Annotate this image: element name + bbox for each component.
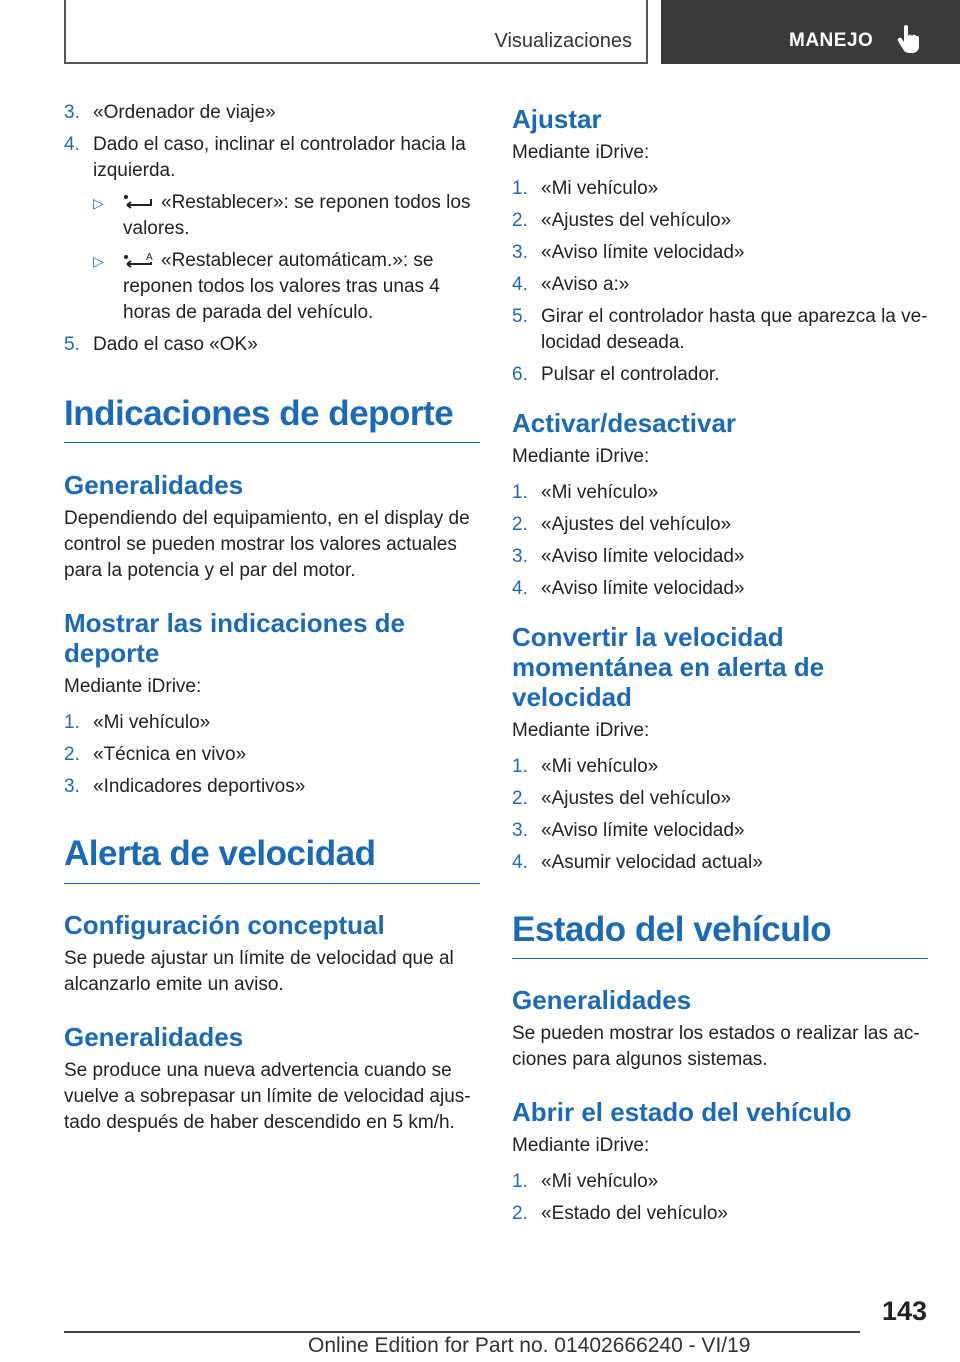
paragraph-general: Se pueden mostrar los estados o realizar las acciones para algunos sistemas. bbox=[512, 1023, 920, 1071]
reset-icon bbox=[123, 194, 155, 212]
svg-text:A: A bbox=[146, 251, 153, 263]
paragraph-idrive: Mediante iDrive: bbox=[512, 446, 650, 467]
list-item: 3. «Aviso límite velocidad» bbox=[512, 546, 745, 567]
heading-concept: Configuración conceptual bbox=[64, 909, 385, 940]
list-item: 3. «Aviso límite velocidad» bbox=[512, 820, 745, 841]
list-item: 2. «Estado del vehículo» bbox=[512, 1203, 728, 1225]
heading-toggle: Activar/desactivar bbox=[512, 408, 737, 438]
paragraph-concept: Se puede ajustar un límite de velocidad que al alcanzarlo emite un aviso. bbox=[64, 947, 454, 995]
paragraph-idrive: Mediante iDrive: bbox=[64, 676, 202, 698]
heading-convert-speed: Convertir la velocidad momentánea en alerta de velocidad bbox=[512, 622, 825, 712]
sub-list-item: ▷ «Restablecer»: se reponen todos los valores. bbox=[93, 192, 471, 239]
heading-speed-alert: Alerta de velocidad bbox=[64, 834, 480, 883]
paragraph-general: Dependiendo del equipamiento, en el display de control se pueden mostrar los valores actuales para la potencia y el par del motor. bbox=[64, 508, 470, 582]
steps-list-f bbox=[512, 1169, 928, 1227]
header-chapter-tab bbox=[661, 0, 960, 64]
steps-list-e bbox=[512, 754, 928, 876]
sub-options-list bbox=[93, 190, 480, 326]
list-item: 1. «Mi vehículo» bbox=[512, 482, 659, 503]
heading-general: Generalidades bbox=[512, 985, 692, 1016]
list-item: 1. «Mi vehículo» bbox=[64, 712, 211, 734]
heading-sport-display: Indicaciones de deporte bbox=[64, 394, 480, 443]
header-chapter-title: MANEJO bbox=[789, 30, 874, 51]
heading-vehicle-status: Estado del vehículo bbox=[512, 910, 928, 959]
left-column bbox=[64, 100, 480, 1136]
paragraph-idrive: Mediante iDrive: bbox=[512, 720, 650, 741]
page-number: 143 bbox=[881, 1296, 927, 1326]
steps-list-d bbox=[512, 480, 928, 602]
heading-general: Generalidades bbox=[64, 1021, 244, 1052]
list-item: 2. «Ajustes del vehículo» bbox=[512, 788, 732, 809]
right-column bbox=[512, 100, 928, 1233]
list-item: 4. «Aviso a:» bbox=[512, 274, 630, 295]
list-item: 2. «Técnica en vivo» bbox=[64, 744, 247, 766]
paragraph-idrive: Mediante iDrive: bbox=[512, 1135, 650, 1157]
list-item: 5. Girar el controlador hasta que aparezca la velocidad deseada. bbox=[512, 306, 928, 353]
paragraph-general: Se produce una nueva advertencia cuando se vuelve a sobrepasar un límite de velocidad ajustado después de haber descendido en 5 km/h. bbox=[64, 1059, 471, 1133]
list-item: 3. «Indicadores deportivos» bbox=[64, 776, 306, 798]
footer-divider bbox=[64, 1331, 860, 1333]
list-item: 3. «Aviso límite velocidad» bbox=[512, 242, 745, 263]
steps-list-a bbox=[64, 100, 480, 358]
list-item: 4. «Aviso límite velocidad» bbox=[512, 578, 745, 599]
list-item: 5. Dado el caso «OK» bbox=[64, 334, 258, 355]
list-item: 3. «Ordenador de viaje» bbox=[64, 102, 276, 123]
list-item: 4. Dado el caso, inclinar el controlador hacia la izquierda. ▷ «Restablecer»: se reponen todos los valores. ▷ A «Restablecer automáticam.»: se reponen todos los valores tras unas 4 horas de parada del vehículo. bbox=[64, 132, 480, 326]
list-item: 1. «Mi vehículo» bbox=[512, 178, 659, 199]
footer-edition: Online Edition for Part no. 01402666240 - VI/19 bbox=[308, 1334, 751, 1357]
auto-reset-icon bbox=[123, 251, 155, 271]
hand-pointer-icon bbox=[897, 24, 919, 54]
heading-show-sport: Mostrar las indicaciones de deporte bbox=[64, 608, 406, 669]
list-item: 6. Pulsar el controlador. bbox=[512, 364, 720, 385]
list-item: 1. «Mi vehículo» bbox=[512, 756, 659, 777]
list-item: 1. «Mi vehículo» bbox=[512, 1171, 659, 1193]
heading-adjust: Ajustar bbox=[512, 104, 602, 134]
sub-list-item: ▷ A «Restablecer automáticam.»: se reponen todos los valores tras unas 4 horas de parada del vehículo. bbox=[93, 250, 440, 323]
heading-general: Generalidades bbox=[64, 470, 244, 501]
header-section-box bbox=[64, 0, 648, 64]
steps-list-c bbox=[512, 176, 928, 388]
heading-open-status: Abrir el estado del vehículo bbox=[512, 1097, 852, 1128]
list-item: 2. «Ajustes del vehículo» bbox=[512, 210, 732, 231]
header-section-title: Visualizaciones bbox=[494, 30, 632, 52]
list-item: 4. «Asumir velocidad actual» bbox=[512, 852, 763, 873]
steps-list-b bbox=[64, 710, 480, 800]
paragraph-idrive: Mediante iDrive: bbox=[512, 142, 650, 163]
list-item: 2. «Ajustes del vehículo» bbox=[512, 514, 732, 535]
